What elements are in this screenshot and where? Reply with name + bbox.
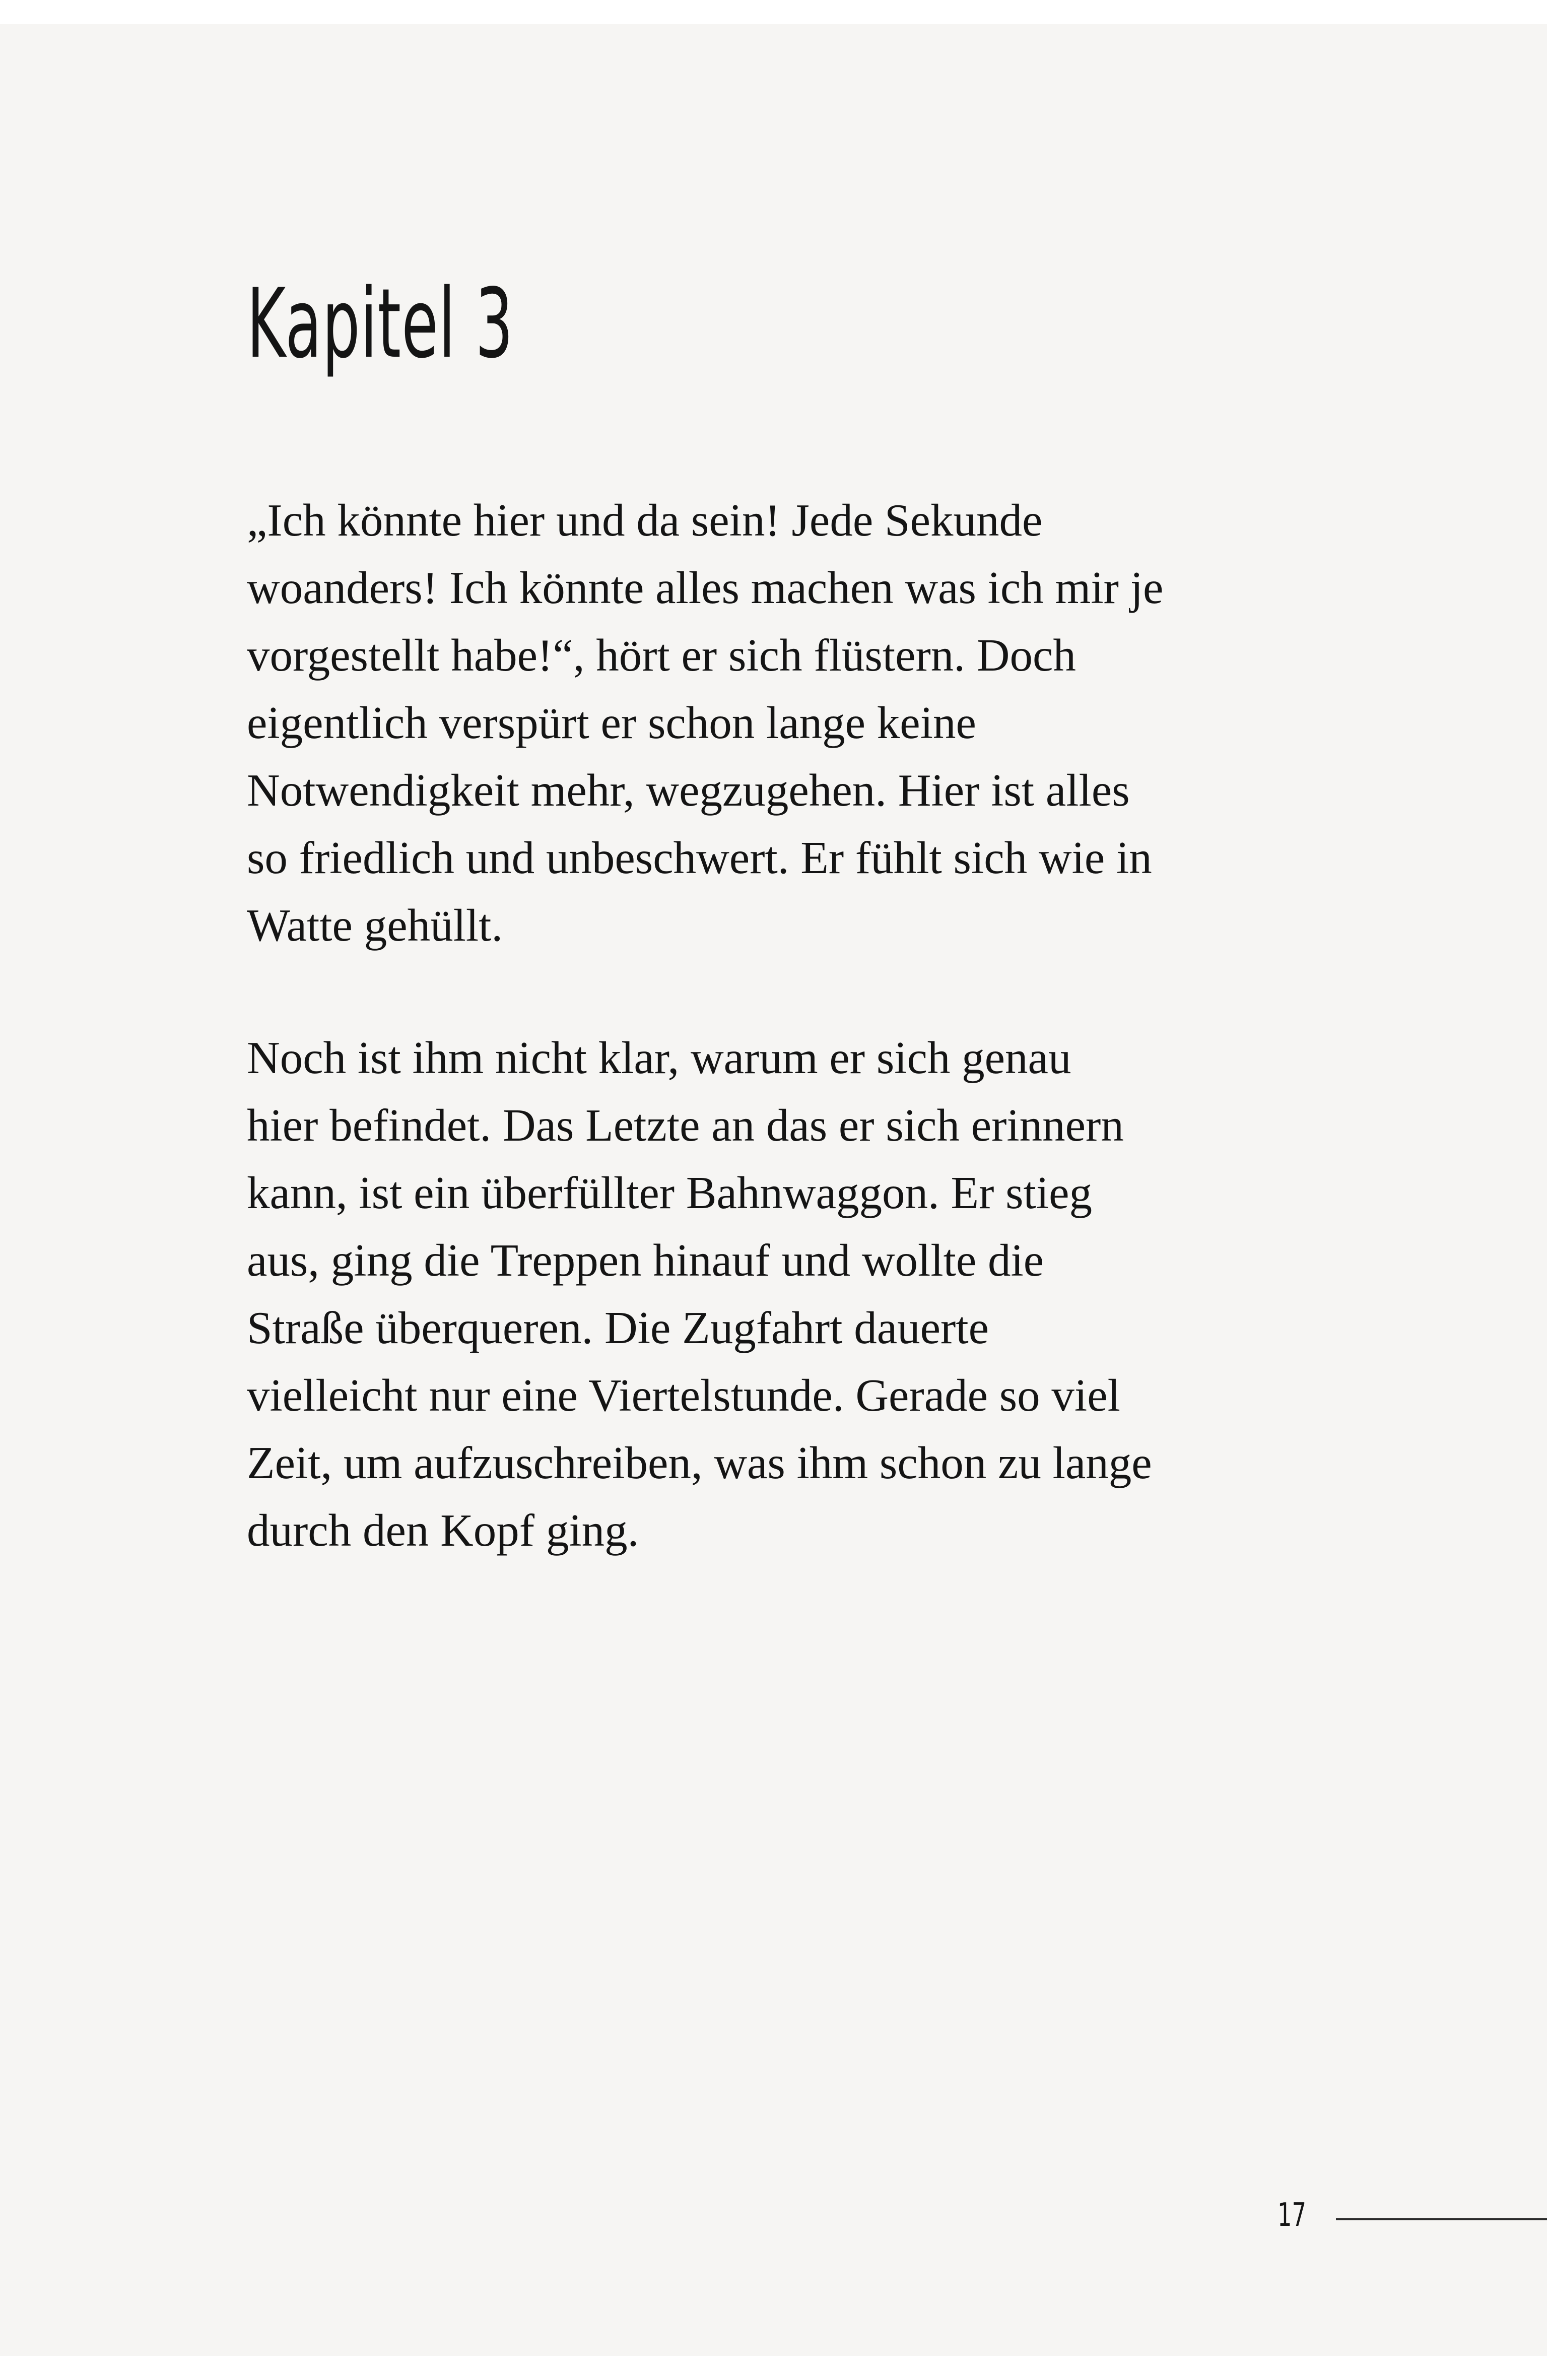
- text-line: „Ich könnte hier und da sein! Jede Sekunde: [247, 495, 1043, 546]
- text-line: Zeit, um aufzuschreiben, was ihm schon zu lange: [247, 1437, 1152, 1488]
- footer-rule: [1336, 2218, 1547, 2220]
- text-line: woanders! Ich könnte alles machen was ich mir je: [247, 562, 1164, 613]
- text-line: Notwendigkeit mehr, wegzugehen. Hier ist alles: [247, 765, 1130, 816]
- text-line: Noch ist ihm nicht klar, warum er sich genau: [247, 1032, 1071, 1083]
- text-line: durch den Kopf ging.: [247, 1505, 639, 1556]
- text-line: so friedlich und unbeschwert. Er fühlt sich wie in: [247, 832, 1152, 883]
- text-line: eigentlich verspürt er schon lange keine: [247, 697, 976, 748]
- text-line: Straße überqueren. Die Zugfahrt dauerte: [247, 1302, 989, 1353]
- text-line: vielleicht nur eine Viertelstunde. Gerade so viel: [247, 1370, 1120, 1421]
- paragraph-2: [247, 1024, 1254, 1564]
- page-number: 17: [1277, 2197, 1307, 2234]
- text-line: aus, ging die Treppen hinauf und wollte die: [247, 1235, 1044, 1286]
- text-line: vorgestellt habe!“, hört er sich flüstern. Doch: [247, 630, 1076, 681]
- text-line: hier befindet. Das Letzte an das er sich erinnern: [247, 1100, 1124, 1151]
- chapter-title: Kapitel 3: [247, 268, 514, 379]
- text-line: kann, ist ein überfüllter Bahnwaggon. Er stieg: [247, 1167, 1093, 1218]
- paragraph-1: [247, 487, 1254, 959]
- book-page: [0, 24, 1547, 2356]
- text-line: Watte gehüllt.: [247, 900, 503, 951]
